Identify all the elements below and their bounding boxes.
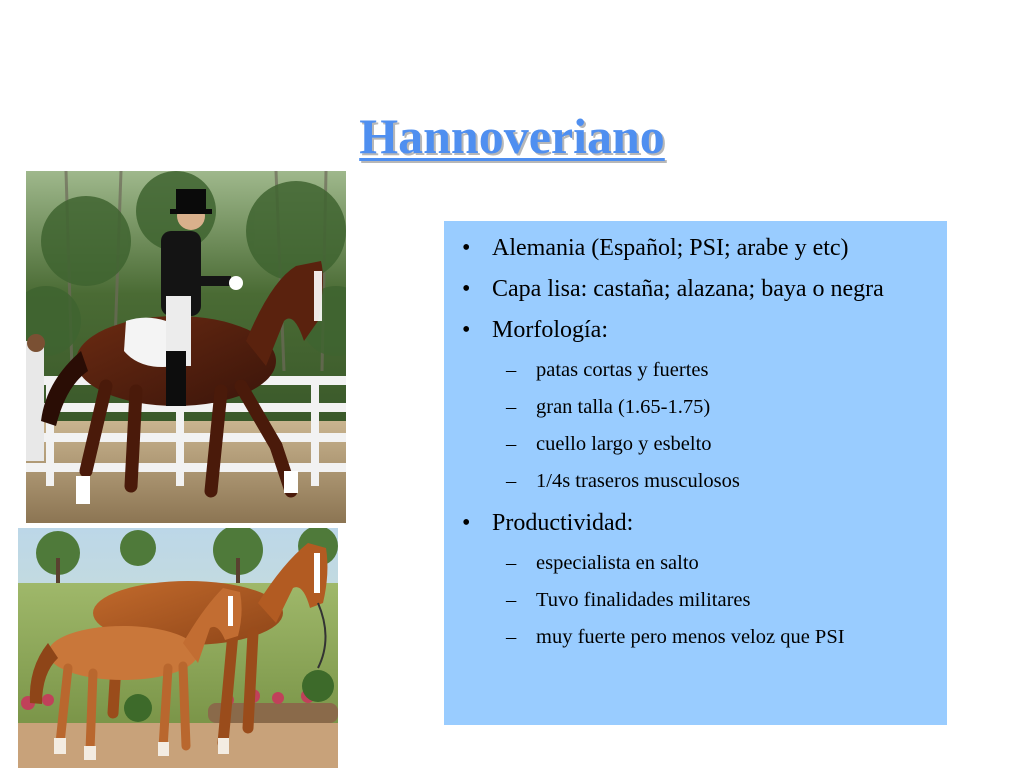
sub-text: muy fuerte pero menos veloz que PSI (536, 626, 845, 648)
sub-text: especialista en salto (536, 552, 699, 574)
bullet-text: Capa lisa: castaña; alazana; baya o negra (492, 276, 884, 302)
sub-glyph: – (506, 433, 517, 455)
sub-item (454, 426, 937, 463)
sub-glyph: – (506, 359, 517, 381)
bullet-glyph: • (462, 276, 471, 302)
bullet-item (454, 231, 937, 266)
sub-item (454, 582, 937, 619)
bullet-glyph: • (462, 317, 471, 343)
bullet-text: Morfología: (492, 317, 608, 343)
sub-text: Tuvo finalidades militares (536, 589, 751, 611)
sub-glyph: – (506, 552, 517, 574)
mare-and-foal-photo (18, 528, 338, 768)
sub-list (492, 545, 937, 656)
sub-text: 1/4s traseros musculosos (536, 470, 740, 492)
sub-item (454, 619, 937, 656)
sub-item (454, 352, 937, 389)
sub-item (454, 389, 937, 426)
bullet-item (454, 313, 937, 500)
dressage-rider-photo (26, 171, 346, 523)
sub-item (454, 463, 937, 500)
bullet-list (454, 231, 937, 656)
sub-glyph: – (506, 470, 517, 492)
sub-text: gran talla (1.65-1.75) (536, 396, 711, 418)
sub-text: patas cortas y fuertes (536, 359, 709, 381)
sub-glyph: – (506, 626, 517, 648)
bullet-text: Productividad: (492, 510, 634, 536)
bullet-text: Alemania (Español; PSI; arabe y etc) (492, 235, 849, 261)
slide-title: Hannoveriano (359, 108, 665, 164)
sub-glyph: – (506, 589, 517, 611)
bullet-item (454, 506, 937, 656)
sub-list (492, 352, 937, 500)
sub-glyph: – (506, 396, 517, 418)
sub-text: cuello largo y esbelto (536, 433, 712, 455)
content-box (444, 221, 947, 725)
bullet-item (454, 272, 937, 307)
sub-item (454, 545, 937, 582)
bullet-glyph: • (462, 510, 471, 536)
bullet-glyph: • (462, 235, 471, 261)
